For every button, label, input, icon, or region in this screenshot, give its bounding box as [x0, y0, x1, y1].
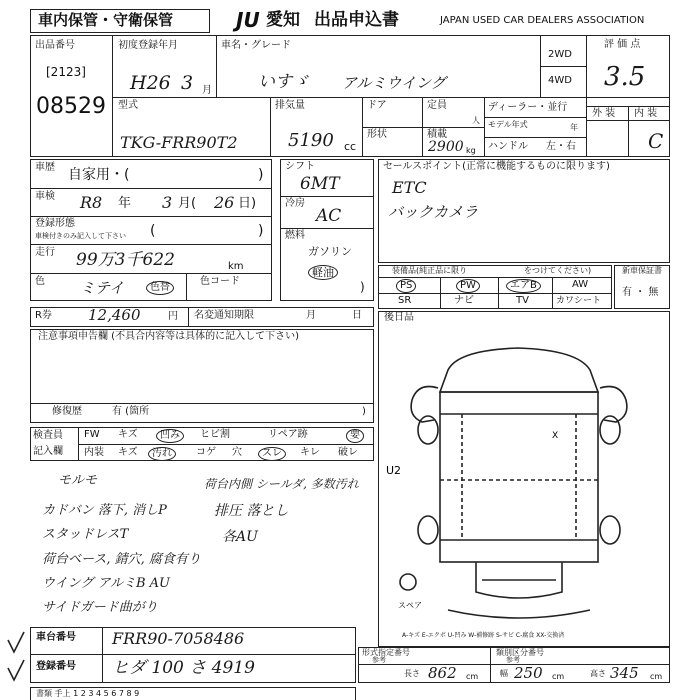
recycle-label: R券	[35, 310, 52, 321]
insp-fw: FW	[84, 429, 100, 440]
capacity-label: 定員	[427, 100, 447, 111]
plate-label: 登録番号	[36, 661, 76, 672]
brand-name: 愛知	[266, 10, 300, 30]
equip-airbag: エアB	[506, 279, 541, 293]
fuel-close: )	[360, 280, 365, 294]
sales-point-label: セールスポイント(正常に機能するものに限ります)	[383, 161, 610, 172]
first-reg-unit: 月	[202, 85, 212, 96]
insp-scratch: キズ	[118, 429, 138, 440]
load-label: 積載	[427, 129, 447, 140]
wid-unit: cm	[552, 672, 565, 681]
repair-close: )	[362, 406, 366, 417]
history-value: 自家用・(	[68, 167, 130, 183]
fuel-label: 燃料	[285, 230, 305, 241]
cab-top	[440, 348, 598, 392]
check-marks	[4, 630, 30, 690]
damage-diagram	[378, 330, 670, 630]
score-value: 3.5	[604, 62, 646, 92]
car-maker: いすゞ	[258, 72, 309, 92]
note-5: ウイング アルミB AU	[42, 576, 170, 591]
lot-sub: [2123]	[46, 65, 86, 79]
insp-torn: 破レ	[338, 447, 358, 458]
color-label: 色	[35, 276, 45, 287]
equip-navi: ナビ	[454, 295, 474, 306]
hgt-label: 高さ	[590, 669, 606, 678]
shaken-y-unit: 年	[118, 196, 132, 211]
diagram-legend: A-キズ E-エクボ U-凹み W-補修跡 S-サビ C-腐食 XX-交換済	[402, 632, 565, 639]
insp-dent: 凹み	[156, 429, 184, 443]
rear-bumper	[448, 610, 590, 618]
wid-label: 幅	[500, 669, 508, 678]
shaken-label: 車検	[35, 191, 55, 202]
equip-leather: カワシート	[556, 296, 602, 306]
handle-label: ハンドル	[488, 141, 528, 152]
first-reg-year: 3	[181, 72, 194, 94]
equip-aw: AW	[572, 279, 589, 290]
shaken-d-unit: 日)	[238, 196, 257, 211]
note-right-1: 荷台内側 シールダ, 多数汚れ	[204, 477, 359, 491]
equip-pw: PW	[456, 279, 480, 293]
note-4: 荷台ベース, 錆穴, 腐食有り	[42, 552, 201, 567]
disp-label: 排気量	[275, 100, 305, 111]
reg-type-close: )	[258, 223, 264, 239]
shaken-day: 26	[214, 193, 235, 212]
load-value: 2900	[428, 139, 464, 155]
handle-opts: 左・右	[546, 141, 576, 152]
shaken-m-unit: 月(	[178, 196, 197, 211]
spare-label: スペア	[398, 601, 422, 610]
exterior-label: 外 装	[592, 108, 616, 119]
note-3: スタッドレスT	[42, 527, 129, 542]
mileage-label: 走行	[35, 247, 55, 258]
plate-value: ヒダ 100 さ 4919	[112, 658, 255, 678]
warranty-opts: 有 ・ 無	[622, 287, 659, 298]
notice-label: 注意事項申告欄 (不具合内容等は具体的に記入して下さい)	[38, 331, 299, 342]
capacity-unit: 人	[472, 116, 480, 125]
warranty-label: 新車保証書	[622, 266, 662, 275]
wheel-rl	[418, 516, 438, 544]
shift-label: シフト	[285, 161, 315, 172]
insp-hole: 穴	[232, 447, 242, 458]
truck-outline	[400, 348, 627, 618]
shaken-month: 3	[162, 193, 173, 212]
model-label: 型式	[118, 100, 138, 111]
score-label: 評 価 点	[604, 39, 641, 50]
year-unit: 年	[570, 123, 578, 132]
repair-label: 修復歴	[52, 406, 82, 417]
len-unit: cm	[466, 672, 479, 681]
type-label: 類別区分番号	[496, 648, 544, 657]
shift-value: 6MT	[300, 174, 340, 194]
spec-sub: 参考	[372, 656, 386, 664]
inspector-label-2: 記入欄	[33, 446, 63, 457]
first-reg-label: 初度登録年月	[118, 40, 178, 51]
insp-burn: コゲ	[196, 447, 216, 458]
lot-label: 出品番号	[35, 40, 75, 51]
insp-repair: リペア跡	[268, 429, 308, 440]
door-label: ドア	[367, 100, 387, 111]
insp-dirty: 汚れ	[148, 447, 176, 461]
repair-value: 有 (箇所	[112, 406, 150, 417]
mileage-unit: km	[228, 261, 244, 272]
insp-int-scratch: キズ	[118, 447, 138, 458]
model-year-label: モデル年式	[488, 120, 528, 129]
footer-text: 書類 手上 1 2 3 4 5 6 7 8 9	[36, 689, 140, 698]
reg-type-label: 登録形態	[35, 218, 75, 229]
equip-sr: SR	[398, 295, 412, 306]
note-right-2: 排圧 落とし	[214, 503, 289, 519]
car-grade: アルミウイング	[342, 74, 446, 92]
note-1: モルモ	[58, 473, 98, 488]
equip-ps: PS	[396, 279, 416, 293]
insp-interior: 内装	[84, 447, 104, 458]
wid-value: 250	[514, 664, 543, 682]
len-label: 長さ	[404, 669, 420, 678]
spare-tire	[400, 574, 416, 590]
first-reg-era: H26	[130, 72, 171, 94]
insp-rub: スレ	[258, 447, 286, 461]
note-2: カドバン 落下, 消しP	[42, 503, 167, 518]
type-sub: 参考	[506, 656, 520, 664]
load-unit: kg	[466, 146, 476, 155]
recycle-value: 12,460	[88, 306, 141, 324]
equipment-label: 装備品(純正品に限り	[392, 266, 468, 275]
inspector-label-1: 検査員	[33, 430, 63, 441]
reg-type-open: (	[150, 223, 156, 239]
model-value: TKG-FRR90T2	[120, 133, 238, 152]
check-icon-1	[8, 632, 24, 652]
recycle-unit: 円	[168, 311, 178, 322]
color-change: 色替	[146, 281, 174, 295]
chassis-value: FRR90-7058486	[112, 629, 245, 648]
reg-type-sub: 車検付きのみ記入して下さい	[35, 232, 126, 240]
color-value: ミテイ	[80, 279, 124, 297]
sales-point-line-2: バックカメラ	[388, 203, 479, 221]
backseat-label: 後日品	[384, 312, 414, 323]
chassis-label: 車台番号	[36, 632, 76, 643]
interior-label: 内 装	[634, 108, 658, 119]
note-6: サイドガード曲がり	[42, 600, 158, 615]
insp-need: 要	[346, 429, 364, 443]
equipment-label-2: をつけてください)	[524, 266, 592, 275]
storage-label: 車内保管・守衛保管	[38, 11, 174, 29]
dealer-label: ディーラー・並行	[488, 102, 568, 113]
fuel-selected: 軽油	[308, 265, 338, 280]
check-icon-2	[8, 660, 24, 680]
mark-left: U2	[386, 464, 402, 477]
note-right-3: 各AU	[222, 529, 258, 545]
drive-4wd: 4WD	[548, 75, 572, 86]
sales-point-line-1: ETC	[392, 178, 427, 197]
name-change-d: 日	[352, 310, 362, 321]
wheel-rr	[600, 516, 620, 544]
history-label: 車歴	[35, 162, 55, 173]
spec-label: 形式指定番号	[362, 648, 410, 657]
exterior-score: C	[648, 129, 664, 153]
color-code-label: 色コード	[200, 276, 240, 287]
history-close: )	[258, 167, 264, 183]
equip-tv: TV	[516, 295, 529, 306]
disp-unit: cc	[344, 140, 357, 153]
insp-crack: ヒビ割	[200, 429, 230, 440]
insp-cut: キレ	[300, 447, 320, 458]
name-change-m: 月	[306, 310, 316, 321]
car-name-label: 車名・グレード	[221, 40, 291, 51]
logo-mark: JU	[236, 8, 260, 32]
doc-title: 出品申込書	[314, 10, 399, 30]
shaken-era: R8	[80, 193, 103, 212]
disp-value: 5190	[288, 130, 334, 151]
aircon-value: AC	[316, 206, 342, 226]
cargo-box	[440, 392, 598, 562]
aircon-label: 冷房	[285, 198, 305, 209]
len-value: 862	[428, 664, 457, 682]
fuel-value: ガソリン	[308, 245, 352, 258]
mark-x: X	[552, 431, 559, 441]
assoc-name: JAPAN USED CAR DEALERS ASSOCIATION	[440, 15, 645, 26]
hgt-value: 345	[610, 664, 639, 682]
mileage-value: 99万3千622	[76, 250, 175, 270]
hgt-unit: cm	[650, 672, 663, 681]
shape-label: 形状	[367, 129, 387, 140]
name-change-label: 名変通知期限	[194, 310, 254, 321]
lot-number: 08529	[36, 94, 106, 119]
drive-2wd: 2WD	[548, 49, 572, 60]
